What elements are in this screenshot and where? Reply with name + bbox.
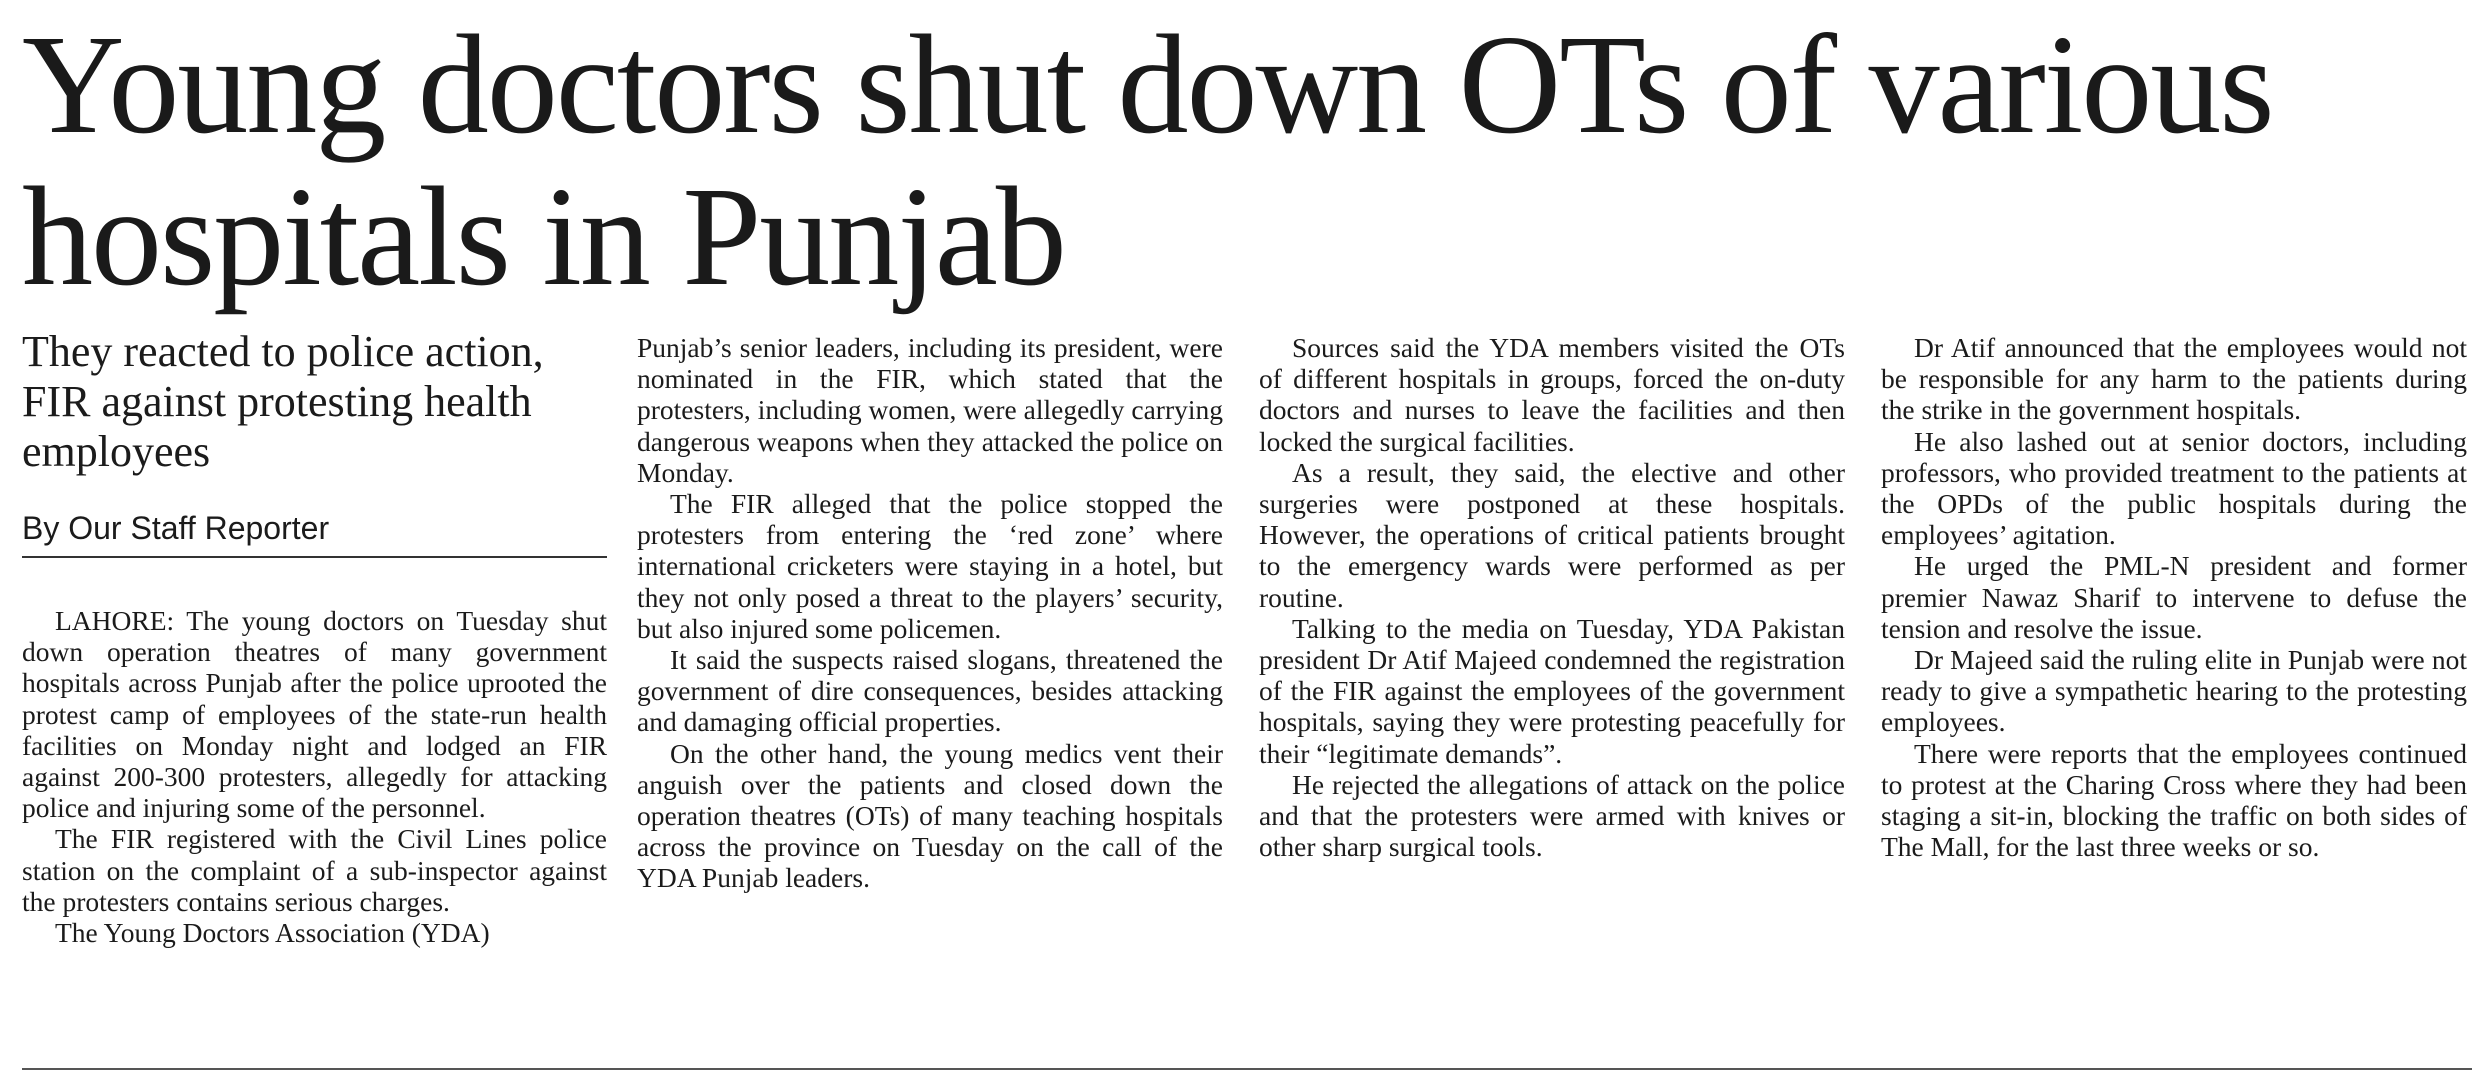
paragraph: Dr Majeed said the ruling elite in Punjab were not ready to give a sympathetic hearing to the protesting employees. — [1881, 644, 2467, 738]
paragraph: There were reports that the employees continued to protest at the Charing Cross where they had been staging a sit-in, blocking the traffic on both sides of The Mall, for the last three weeks or so. — [1881, 737, 2467, 863]
subheadline: They reacted to police action, FIR against protesting health employees — [22, 327, 544, 476]
bottom-divider — [22, 1068, 2472, 1070]
article-column-4 — [1881, 332, 2467, 862]
paragraph: He urged the PML-N president and former premier Nawaz Sharif to intervene to defuse the tension and resolve the issue. — [1881, 550, 2467, 644]
paragraph: LAHORE: The young doctors on Tuesday shut down operation theatres of many government hospitals across Punjab after the police uprooted the protest camp of employees of the state-run health facilities on Monday night and lodged an FIR against 200-300 protesters, allegedly for attacking police and injuring some of the personnel. — [22, 605, 607, 824]
paragraph: Dr Atif announced that the employees would not be responsible for any harm to the patients during the strike in the government hospitals. — [1881, 332, 2467, 426]
paragraph: The FIR alleged that the police stopped the protesters from entering the ‘red zone’ where international cricketers were staying in a hotel, but they not only posed a threat to the players’ security, but also injured some policemen. — [637, 488, 1223, 644]
article-column-1 — [22, 605, 607, 948]
article-column-3 — [1259, 332, 1845, 862]
paragraph: He rejected the allegations of attack on the police and that the protesters were armed with knives or other sharp surgical tools. — [1259, 768, 1845, 863]
paragraph: It said the suspects raised slogans, threatened the government of dire consequences, besides attacking and damaging official properties. — [637, 644, 1223, 738]
paragraph: He also lashed out at senior doctors, including professors, who provided treatment to the patients at the OPDs of the public hospitals during the employees’ agitation. — [1881, 425, 2467, 551]
paragraph: On the other hand, the young medics vent their anguish over the patients and closed down the operation theatres (OTs) of many teaching hospitals across the province on Tuesday on the call of the YDA Punjab leaders. — [637, 737, 1223, 894]
paragraph: As a result, they said, the elective and other surgeries were postponed at these hospitals. However, the operations of critical patients brought to the emergency wards were performed as per routine. — [1259, 456, 1845, 613]
article-column-2 — [637, 332, 1223, 894]
paragraph: Talking to the media on Tuesday, YDA Pakistan president Dr Atif Majeed condemned the registration of the FIR against the employees of the government hospitals, saying they were protesting peacefully for their “legitimate demands”. — [1259, 612, 1845, 769]
paragraph: The FIR registered with the Civil Lines police station on the complaint of a sub-inspector against the protesters contains serious charges. — [22, 823, 607, 917]
headline: Young doctors shut down OTs of various hospitals in Punjab — [22, 5, 2273, 315]
paragraph: Sources said the YDA members visited the OTs of different hospitals in groups, forced the on-duty doctors and nurses to leave the facilities and then locked the surgical facilities. — [1259, 332, 1845, 457]
paragraph: The Young Doctors Association (YDA) — [55, 917, 490, 949]
byline: By Our Staff Reporter — [22, 510, 330, 546]
byline-divider — [22, 556, 607, 558]
paragraph: Punjab’s senior leaders, including its president, were nominated in the FIR, which stated that the protesters, including women, were allegedly carrying dangerous weapons when they attacked the police on Monday. — [637, 332, 1223, 488]
